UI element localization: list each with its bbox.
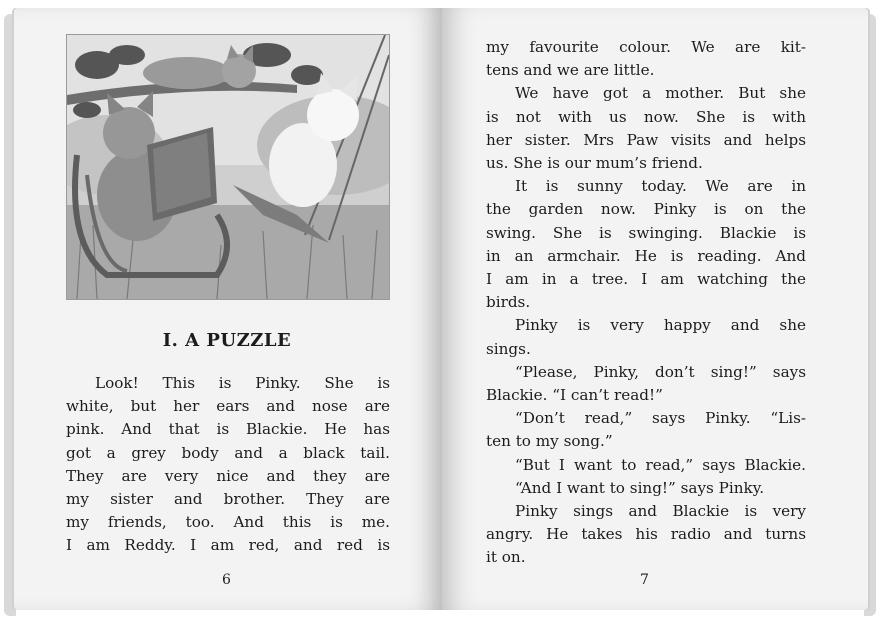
text-line: “And I want to sing!” says Pinky. (515, 478, 765, 497)
left-page-text (66, 372, 390, 558)
kittens-illustration (66, 34, 390, 300)
text-line: tens and we are little. (486, 61, 655, 80)
text-line: is not with us now. She is with (486, 107, 806, 126)
text-line: Blackie. “I can’t read!” (486, 386, 663, 405)
text-line: I am in a tree. I am watching the (486, 270, 806, 289)
text-line: pink. And that is Blackie. He has (66, 420, 390, 439)
text-line: in an armchair. He is reading. And (486, 246, 806, 265)
text-line: “Don’t read,” says Pinky. “Lis- (515, 409, 806, 428)
chapter-title: I. A PUZZLE (162, 330, 292, 351)
text-line: my sister and brother. They are (66, 490, 390, 509)
page-number-left: 6 (222, 572, 231, 588)
right-page-text (486, 36, 806, 570)
text-line: “Please, Pinky, don’t sing!” says (515, 362, 806, 381)
text-line: white, but her ears and nose are (66, 397, 390, 416)
text-line: my favourite colour. We are kit- (486, 38, 806, 56)
page-number-right: 7 (640, 572, 649, 588)
text-line: ten to my song.” (486, 432, 613, 451)
text-line: sings. (486, 339, 531, 358)
text-line: us. She is our mum’s friend. (486, 154, 703, 173)
text-line: angry. He takes his radio and turns (486, 525, 806, 544)
right-page (442, 8, 868, 610)
text-line: got a grey body and a black tail. (66, 443, 390, 462)
text-line: “But I want to read,” says Blackie. (515, 455, 806, 474)
text-line: swing. She is swinging. Blackie is (486, 223, 806, 242)
text-line: It is sunny today. We are in (515, 177, 806, 196)
text-line: my friends, too. And this is me. (66, 513, 390, 532)
text-line: We have got a mother. But she (515, 84, 806, 103)
text-line: I am Reddy. I am red, and red is (66, 536, 390, 555)
text-line: the garden now. Pinky is on the (486, 200, 806, 219)
text-line: Pinky sings and Blackie is very (515, 502, 806, 521)
text-line: Look! This is Pinky. She is (95, 374, 390, 392)
illustration-drawing (67, 35, 389, 299)
text-line: They are very nice and they are (66, 466, 390, 485)
text-line: it on. (486, 548, 526, 567)
text-line: her sister. Mrs Paw visits and helps (486, 130, 806, 149)
text-line: birds. (486, 293, 531, 312)
left-page (14, 8, 442, 610)
text-line: Pinky is very happy and she (515, 316, 806, 335)
